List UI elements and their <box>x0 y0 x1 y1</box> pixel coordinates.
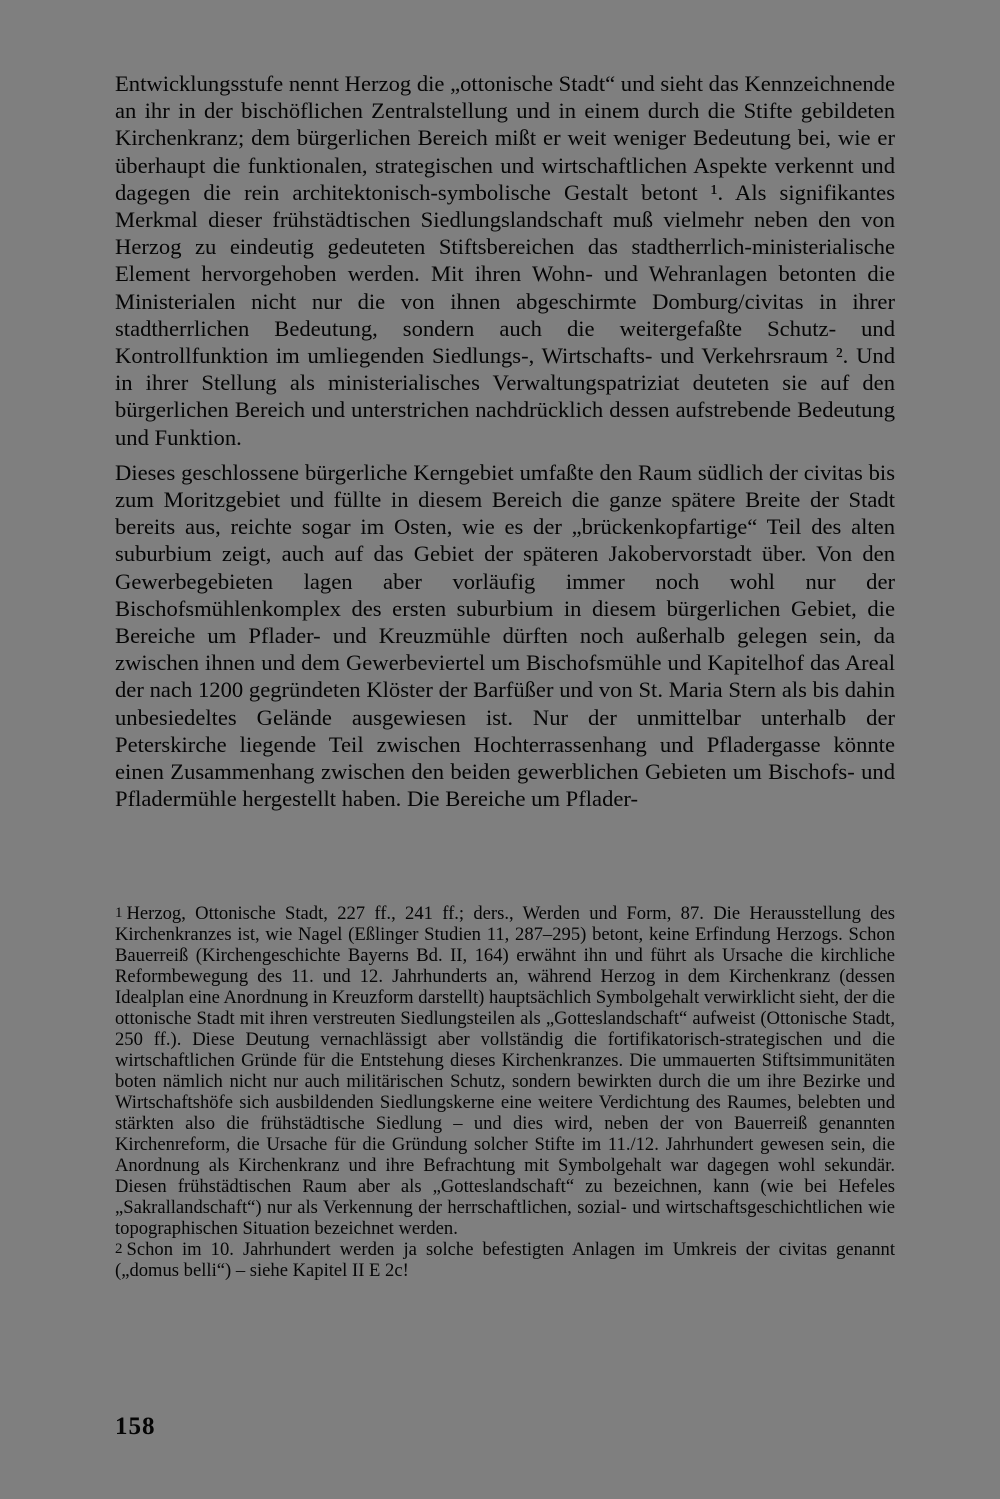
footnote-1-text: Herzog, Ottonische Stadt, 227 ff., 241 ff.; ders., Werden und Form, 87. Die Herausstellung des Kirchenkranzes ist, wie Nagel (Eßlinger Studien 11, 287–295) betont, keine Erfindung Herzogs. Schon Bauerreiß (Kirchengeschichte Bayerns Bd. II, 164) erwähnt ihn und führt als Ursache die kirchliche Reformbewegung des 11. und 12. Jahrhunderts an, während Herzog in dem Kirchenkranz (dessen Idealplan eine Anordnung in Kreuzform darstellt) hauptsächlich Symbolgehalt verwirklicht sieht, der die ottonische Stadt mit ihren verstreuten Siedlungsteilen als „Gotteslandschaft“ aufweist (Ottonische Stadt, 250 ff.). Diese Deutung vernachlässigt aber vollständig die fortifikatorisch-strategischen und die wirtschaftlichen Gründe für die Entstehung dieses Kirchenkranzes. Die ummauerten Stiftsimmunitäten boten nämlich nicht nur auch militärischen Schutz, sondern bewirkten durch die um ihre Bezirke und Wirtschaftshöfe sich ausbildenden Siedlungskerne eine weitere Verdichtung des Raumes, belebten und stärkten also die frühstädtische Siedlung – und dies wird, neben der von Bauerreiß genannten Kirchenreform, die Ursache für die Gründung solcher Stifte im 11./12. Jahrhundert gewesen sein, die Anordnung als Kirchenkranz und ihre Befrachtung mit Symbolgehalt war dagegen wohl sekundär. Diesen frühstädtischen Raum aber als „Gotteslandschaft“ zu bezeichnen, kann (wie bei Hefeles „Sakrallandschaft“) nur als Verkennung der herrschaftlichen, sozial- und wirtschaftsgeschichtlichen wie topographischen Situation bezeichnet werden. <box>115 903 895 1239</box>
footnotes <box>115 903 895 1281</box>
main-text <box>115 70 895 812</box>
footnote-2-text: Schon im 10. Jahrhundert werden ja solche befestigten Anlagen im Umkreis der civitas genannt („domus belli“) – siehe Kapitel II E 2c! <box>115 1239 895 1281</box>
paragraph-2: Dieses geschlossene bürgerliche Kerngebiet umfaßte den Raum südlich der civitas bis zum Moritzgebiet und füllte in diesem Bereich die ganze spätere Breite der Stadt bereits aus, reichte sogar im Osten, wie es der „brückenkopfartige“ Teil des alten suburbium zeigt, auch auf das Gebiet der späteren Jakobervorstadt über. Von den Gewerbegebieten lagen aber vorläufig immer noch wohl nur der Bischofsmühlenkomplex des ersten suburbium in diesem bürgerlichen Gebiet, die Bereiche um Pflader- und Kreuzmühle dürften noch außerhalb gelegen sein, da zwischen ihnen und dem Gewerbeviertel um Bischofsmühle und Kapitelhof das Areal der nach 1200 gegründeten Klöster der Barfüßer und von St. Maria Stern als bis dahin unbesiedeltes Gelände ausgewiesen ist. Nur der unmittelbar unterhalb der Peterskirche liegende Teil zwischen Hochterrassenhang und Pfladergasse könnte einen Zusammenhang zwischen den beiden gewerblichen Gebieten um Bischofs- und Pfladermühle hergestellt haben. Die Bereiche um Pflader- <box>115 459 895 812</box>
paragraph-1: Entwicklungsstufe nennt Herzog die „ottonische Stadt“ und sieht das Kennzeichnende an ihr in der bischöflichen Zentralstellung und in einem durch die Stifte gebildeten Kirchenkranz; dem bürgerlichen Bereich mißt er weit weniger Bedeutung bei, wie er überhaupt die funktionalen, strategischen und wirtschaftlichen Aspekte verkennt und dagegen die rein architektonisch-symbolische Gestalt betont ¹. Als signifikantes Merkmal dieser frühstädtischen Siedlungslandschaft muß vielmehr neben den von Herzog zu eindeutig gedeuteten Stiftsbereichen das stadtherrlich-ministerialische Element hervorgehoben werden. Mit ihren Wohn- und Wehranlagen betonten die Ministerialen nicht nur die von ihnen abgeschirmte Domburg/civitas in ihrer stadtherrlichen Bedeutung, sondern auch die weitergefaßte Schutz- und Kontrollfunktion im umliegenden Siedlungs-, Wirtschafts- und Verkehrsraum ². Und in ihrer Stellung als ministerialisches Verwaltungspatriziat deuteten sie auf den bürgerlichen Bereich und unterstrichen nachdrücklich dessen aufstrebende Bedeutung und Funktion. <box>115 71 895 450</box>
page-body <box>115 70 895 812</box>
footnote-1 <box>115 903 895 1239</box>
footnote-2-number: 2 <box>115 1241 123 1257</box>
footnote-2 <box>115 1239 895 1281</box>
footnote-1-number: 1 <box>115 905 123 921</box>
page-number: 158 <box>115 1413 156 1440</box>
